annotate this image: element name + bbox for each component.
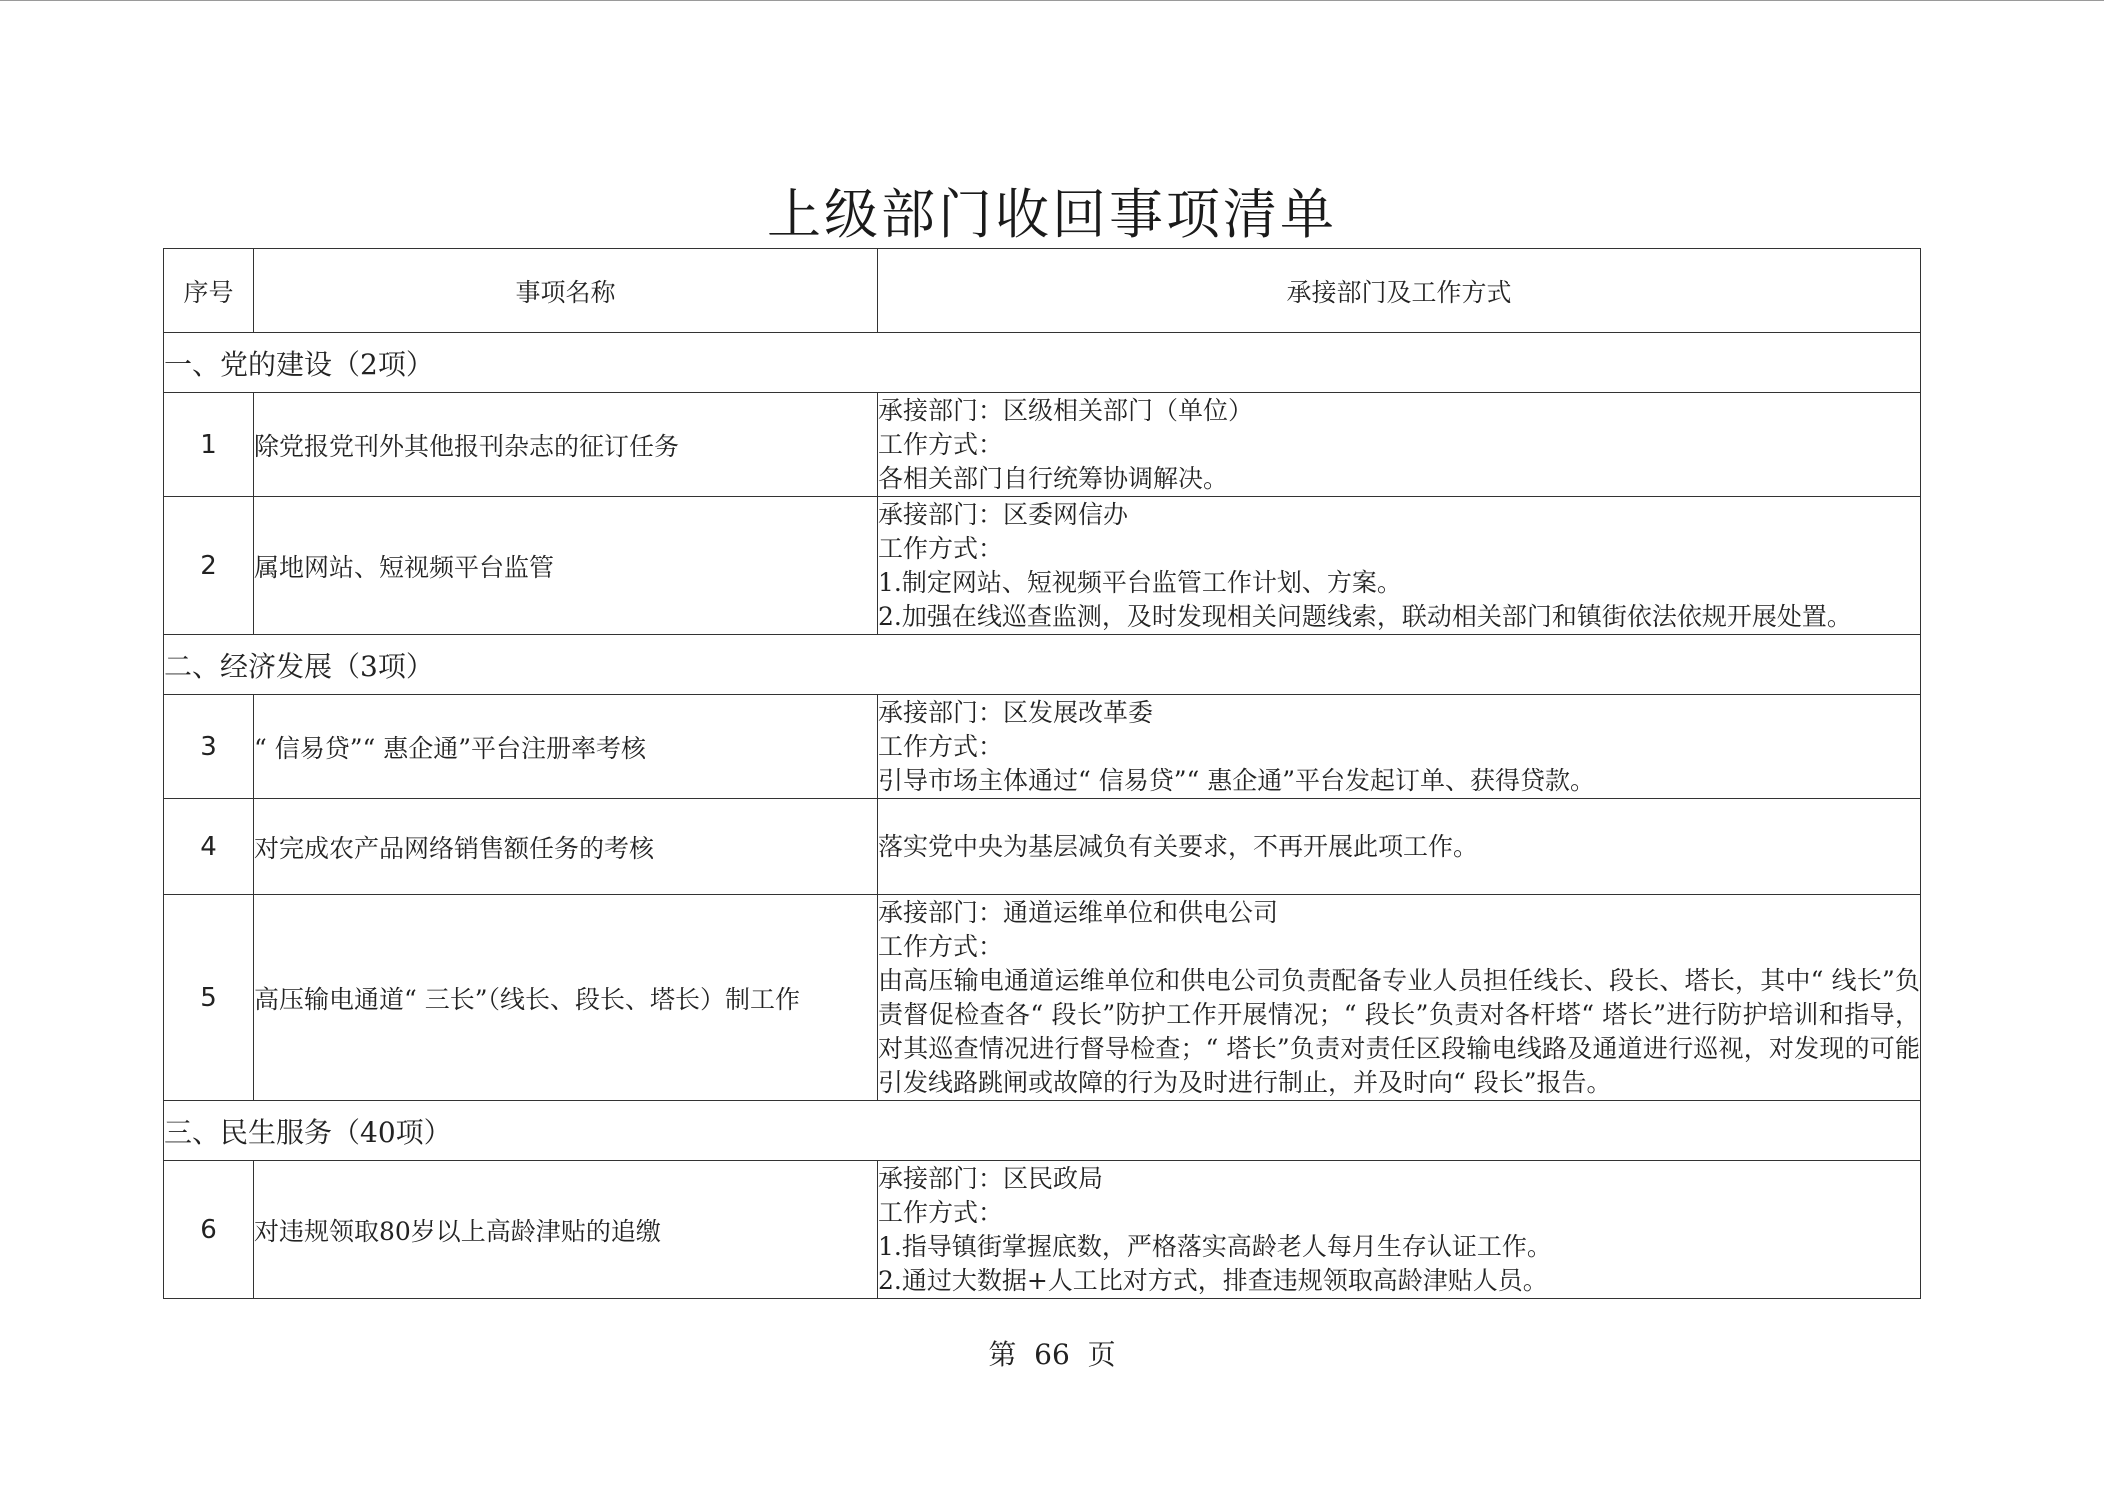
section-label: 一、党的建设（2项）	[164, 333, 1921, 393]
section-label: 三、民生服务（40项）	[164, 1101, 1921, 1161]
row-name: 属地网站、短视频平台监管	[254, 497, 878, 635]
row-num: 4	[164, 799, 254, 895]
detail-line: 工作方式：	[878, 1197, 1004, 1227]
table-row	[164, 695, 1921, 799]
detail-line: 承接部门：通道运维单位和供电公司	[878, 897, 1279, 927]
detail-line: 1.指导镇街掌握底数，严格落实高龄老人每月生存认证工作。	[878, 1231, 1552, 1261]
detail-line: 承接部门：区委网信办	[878, 499, 1129, 529]
row-detail	[878, 799, 1921, 895]
page-number: 第 66 页	[988, 1338, 1116, 1371]
detail-line: 工作方式：	[878, 731, 1004, 761]
header-name: 事项名称	[254, 249, 878, 333]
page-title: 上级部门收回事项清单	[767, 183, 1337, 246]
detail-line: 2.通过大数据+人工比对方式，排查违规领取高龄津贴人员。	[878, 1265, 1548, 1295]
table-header-row	[164, 249, 1921, 333]
row-num: 5	[164, 895, 254, 1101]
row-name: “ 信易贷”“ 惠企通”平台注册率考核	[254, 695, 878, 799]
detail-line: 工作方式：	[878, 931, 1004, 961]
table-row	[164, 393, 1921, 497]
row-detail	[878, 497, 1921, 635]
row-detail	[878, 695, 1921, 799]
row-num: 2	[164, 497, 254, 635]
detail-line: 引导市场主体通过“ 信易贷”“ 惠企通”平台发起订单、获得贷款。	[878, 765, 1596, 795]
page-top-border	[0, 0, 2104, 1]
detail-paragraph: 由高压输电通道运维单位和供电公司负责配备专业人员担任线长、段长、塔长，其中“ 线长”负责督促检查各“ 段长”防护工作开展情况；“ 段长”负责对各杆塔“ 塔长”进行防护培训和指导，对其巡查情况进行督导检查；“ 塔长”负责对责任区段输电线路及通道进行巡视，对发现的可能引发线路跳闸或故障的行为及时进行制止，并及时向“ 段长”报告。	[878, 965, 1920, 1097]
section-row	[164, 1101, 1921, 1161]
table-row	[164, 799, 1921, 895]
row-detail	[878, 1161, 1921, 1299]
row-name: 对违规领取80岁以上高龄津贴的追缴	[254, 1161, 878, 1299]
header-num: 序号	[164, 249, 254, 333]
section-row	[164, 635, 1921, 695]
detail-line: 承接部门：区级相关部门（单位）	[878, 395, 1254, 425]
section-row	[164, 333, 1921, 393]
header-dept: 承接部门及工作方式	[878, 249, 1921, 333]
row-name: 除党报党刊外其他报刊杂志的征订任务	[254, 393, 878, 497]
detail-line: 承接部门：区发展改革委	[878, 697, 1154, 727]
detail-line: 各相关部门自行统筹协调解决。	[878, 463, 1229, 493]
row-num: 3	[164, 695, 254, 799]
detail-line: 工作方式：	[878, 429, 1004, 459]
table-row	[164, 1161, 1921, 1299]
detail-line: 1.制定网站、短视频平台监管工作计划、方案。	[878, 567, 1402, 597]
row-detail	[878, 895, 1921, 1101]
row-name: 高压输电通道“ 三长”（线长、段长、塔长）制工作	[254, 895, 878, 1101]
row-name: 对完成农产品网络销售额任务的考核	[254, 799, 878, 895]
matters-table	[163, 248, 1921, 1299]
row-detail	[878, 393, 1921, 497]
section-label: 二、经济发展（3项）	[164, 635, 1921, 695]
detail-line: 承接部门：区民政局	[878, 1163, 1104, 1193]
row-num: 6	[164, 1161, 254, 1299]
table-row	[164, 895, 1921, 1101]
detail-line: 2.加强在线巡查监测，及时发现相关问题线索，联动相关部门和镇街依法依规开展处置。	[878, 601, 1852, 631]
table-row	[164, 497, 1921, 635]
detail-line: 工作方式：	[878, 533, 1004, 563]
detail-line: 落实党中央为基层减负有关要求，不再开展此项工作。	[878, 831, 1479, 861]
row-num: 1	[164, 393, 254, 497]
